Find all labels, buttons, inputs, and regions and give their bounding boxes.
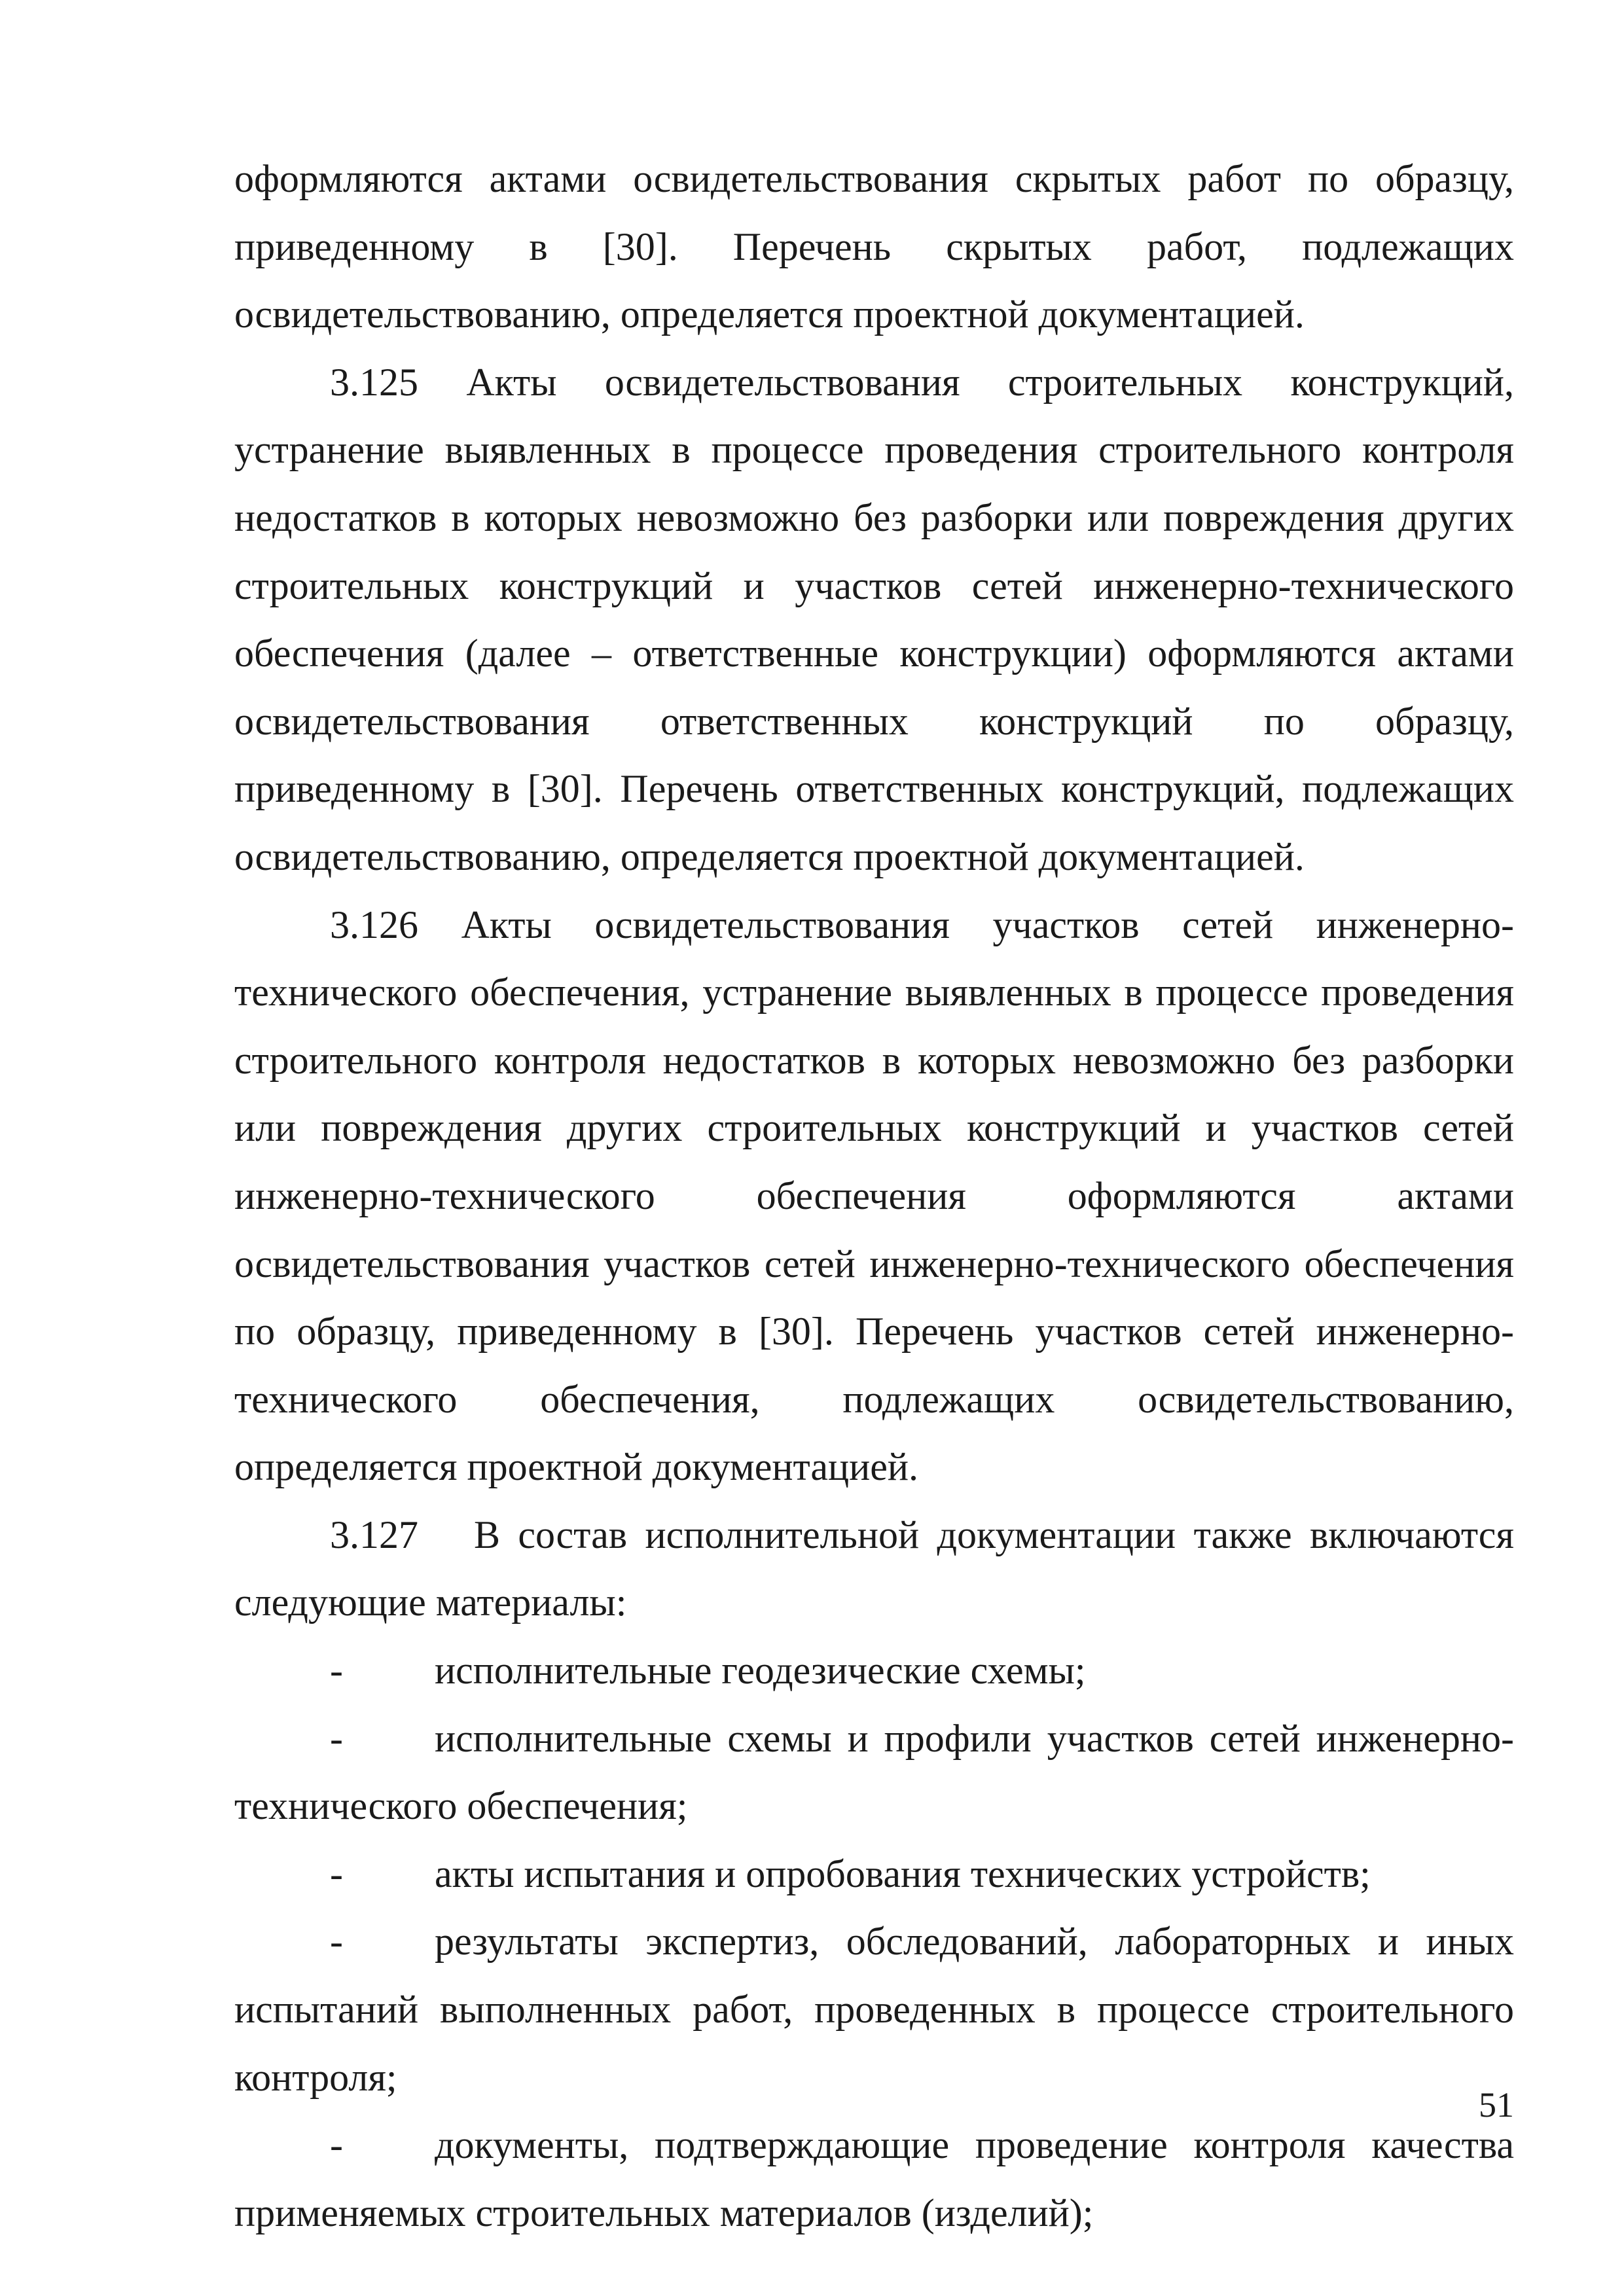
section-number: 3.127: [330, 1513, 418, 1556]
list-item: [234, 1705, 1514, 1840]
list-dash: -: [330, 1920, 343, 1964]
paragraph-3-125: [234, 349, 1514, 891]
section-text: В состав исполнительной документации также включаются следующие материалы:: [234, 1513, 1514, 1624]
paragraph-3-127: [234, 1501, 1514, 1637]
list-item: [234, 1908, 1514, 2111]
page-number: 51: [1479, 2085, 1514, 2125]
paragraph-continuation: оформляются актами освидетельствования скрытых работ по образцу, приведенному в [30]. Перечень скрытых работ, подлежащих освидетельствованию, определяется проектной документацией.: [234, 157, 1514, 336]
list-item-text: документы, подтверждающие проведение контроля качества применяемых строительных материалов (изделий);: [234, 2123, 1514, 2234]
list-item: [234, 2111, 1514, 2247]
list-dash: -: [330, 2123, 343, 2167]
list-dash: -: [330, 1852, 343, 1895]
section-number: 3.125: [330, 360, 418, 404]
list-item-text: результаты экспертиз, обследований, лабораторных и иных испытаний выполненных работ, проведенных в процессе строительного контроля;: [234, 1920, 1514, 2099]
list-item: [234, 1637, 1514, 1705]
section-text: Акты освидетельствования участков сетей инженерно-технического обеспечения, устранение выявленных в процессе проведения строительного контроля недостатков в которых невозможно без разборки или повреждения других строительных конструкций и участков сетей инженерно-технического обеспечения оформляются актами освидетельствования участков сетей инженерно-технического обеспечения по образцу, приведенному в [30]. Перечень участков сетей инженерно-технического обеспечения, подлежащих освидетельствованию, определяется проектной документацией.: [234, 903, 1515, 1489]
document-body: [234, 145, 1514, 2247]
section-number: 3.126: [330, 903, 418, 946]
list-item: [234, 1840, 1514, 1909]
section-text: Акты освидетельствования строительных конструкций, устранение выявленных в процессе проведения строительного контроля недостатков в которых невозможно без разборки или повреждения других строительных конструкций и участков сетей инженерно-технического обеспечения (далее – ответственные конструкции) оформляются актами освидетельствования ответственных конструкций по образцу, приведенному в [30]. Перечень ответственных конструкций, подлежащих освидетельствованию, определяется проектной документацией.: [234, 360, 1514, 878]
list-dash: -: [330, 1716, 343, 1760]
list-item-text: исполнительные схемы и профили участков сетей инженерно-технического обеспечения;: [234, 1716, 1514, 1828]
list-dash: -: [330, 1649, 343, 1693]
paragraph-3-126: [234, 891, 1514, 1501]
list-item-text: исполнительные геодезические схемы;: [435, 1649, 1086, 1693]
list-item-text: акты испытания и опробования технических устройств;: [435, 1852, 1371, 1895]
